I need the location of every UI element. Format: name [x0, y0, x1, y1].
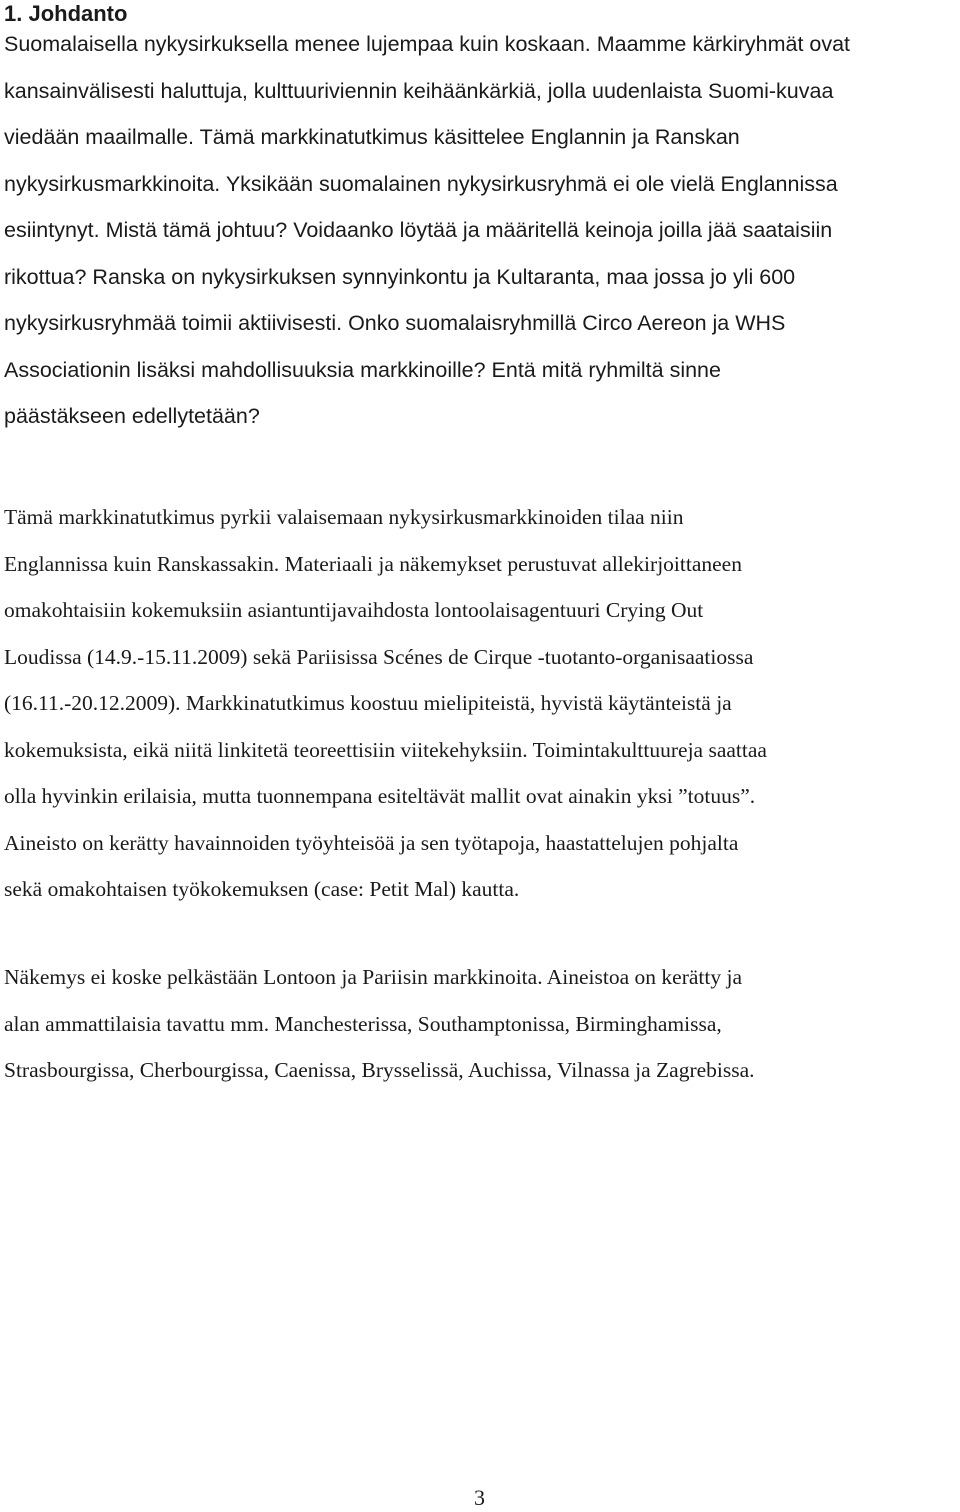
text-line: Englannissa kuin Ranskassakin. Materiaali ja näkemykset perustuvat allekirjoittaneen [4, 551, 742, 576]
text-line: rikottua? Ranska on nykysirkuksen synnyinkontu ja Kultaranta, maa jossa jo yli 600 [4, 264, 796, 289]
page-number: 3 [474, 1485, 485, 1510]
text-line: Loudissa (14.9.-15.11.2009) sekä Pariisissa Scénes de Cirque -tuotanto-organisaatiossa [4, 644, 754, 669]
text-line: nykysirkusmarkkinoita. Yksikään suomalainen nykysirkusryhmä ei ole vielä Englannissa [4, 171, 838, 196]
section-heading: 1. Johdanto [4, 1, 128, 26]
text-line: nykysirkusryhmää toimii aktiivisesti. Onko suomalaisryhmillä Circo Aereon ja WHS [4, 311, 786, 335]
text-line: sekä omakohtaisen työkokemuksen (case: Petit Mal) kautta. [4, 877, 520, 901]
text-line: esiintynyt. Mistä tämä johtuu? Voidaanko löytää ja määritellä keinoja joilla jää saataisiin [4, 218, 833, 242]
text-line: Strasbourgissa, Cherbourgissa, Caenissa, Brysselissä, Auchissa, Vilnassa ja Zagrebissa. [4, 1058, 755, 1082]
text-line: kansainvälisesti haluttuja, kulttuuriviennin keihäänkärkiä, jolla uudenlaista Suomi-kuvaa [4, 78, 834, 103]
text-line: kokemuksista, eikä niitä linkitetä teoreettisiin viitekehyksiin. Toimintakulttuureja saattaa [4, 737, 767, 762]
text-line: päästäkseen edellytetään? [4, 404, 260, 428]
paragraph-scope [4, 954, 960, 1094]
text-line: olla hyvinkin erilaisia, mutta tuonnempana esiteltävät mallit ovat ainakin yksi ”totuus”. [4, 784, 756, 808]
text-line: Näkemys ei koske pelkästään Lontoon ja Pariisin markkinoita. Aineistoa on kerätty ja [4, 965, 742, 989]
text-line: Suomalaisella nykysirkuksella menee lujempaa kuin koskaan. Maamme kärkiryhmät ovat [4, 32, 851, 56]
text-line: Tämä markkinatutkimus pyrkii valaisemaan nykysirkusmarkkinoiden tilaa niin [4, 505, 684, 529]
paragraph-introduction [4, 21, 960, 440]
paragraph-method [4, 494, 960, 913]
text-line: Associationin lisäksi mahdollisuuksia markkinoille? Entä mitä ryhmiltä sinne [4, 357, 721, 382]
text-line: Aineisto on kerätty havainnoiden työyhteisöä ja sen työtapoja, haastattelujen pohjalta [4, 830, 739, 855]
text-line: omakohtaisiin kokemuksiin asiantuntijavaihdosta lontoolaisagentuuri Crying Out [4, 598, 704, 622]
text-line: alan ammattilaisia tavattu mm. Manchesterissa, Southamptonissa, Birminghamissa, [4, 1011, 722, 1036]
text-line: (16.11.-20.12.2009). Markkinatutkimus koostuu mielipiteistä, hyvistä käytänteistä ja [4, 691, 732, 715]
text-line: viedään maailmalle. Tämä markkinatutkimus käsittelee Englannin ja Ranskan [4, 125, 740, 149]
